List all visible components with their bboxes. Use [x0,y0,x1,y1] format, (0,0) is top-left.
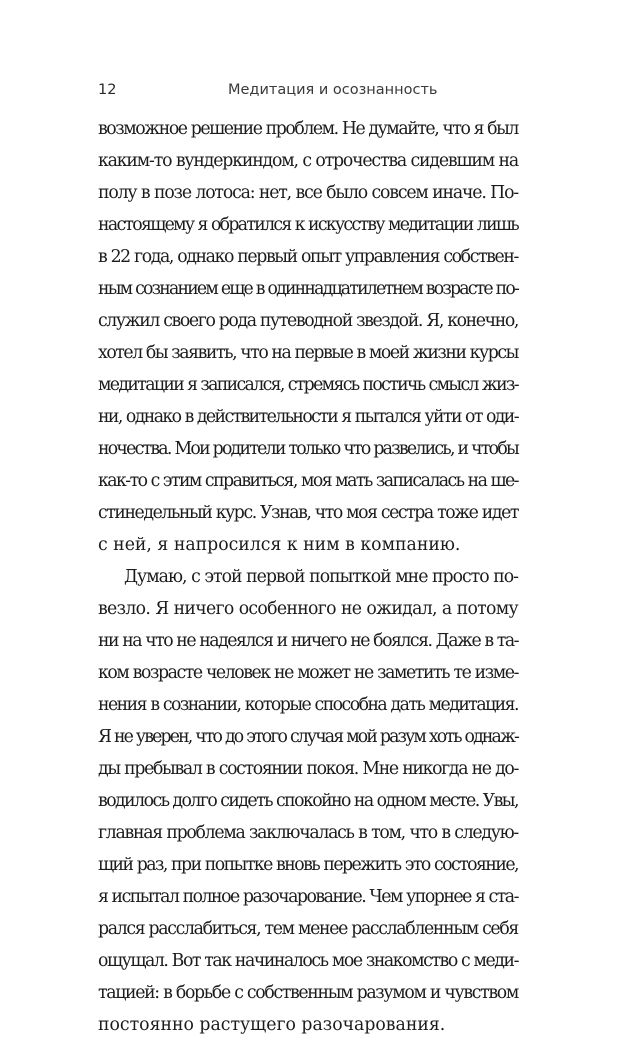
text-line: полу в позе лотоса: нет, все было совсем иначе. По- [98,183,518,203]
page-number: 12 [98,82,117,98]
paragraph [98,113,518,561]
text-line: нения в сознании, которые способна дать медитация. [98,695,518,715]
text-line: везло. Я ничего особенного не ожидал, а потому [98,599,518,619]
text-line: главная проблема заключалась в том, что в следую- [98,823,518,843]
text-line: хотел бы заявить, что на первые в моей жизни курсы [98,343,518,363]
text-line: ды пребывал в состоянии покоя. Мне никогда не до- [98,759,518,779]
text-line: я испытал полное разочарование. Чем упорнее я ста- [98,887,518,907]
text-line: постоянно растущего разочарования. [98,1015,446,1035]
paragraph [98,561,518,1041]
text-line: настоящему я обратился к искусству медитации лишь [98,215,518,235]
running-title: Медитация и осознанность [228,82,438,98]
text-line: как-то с этим справиться, моя мать записалась на ше- [98,471,518,491]
text-line: тацией: в борьбе с собственным разумом и чувством [98,983,518,1003]
text-line: в 22 года, однако первый опыт управления собствен- [98,247,518,267]
text-line: возможное решение проблем. Не думайте, что я был [98,119,518,139]
text-line: щий раз, при попытке вновь пережить это состояние, [98,855,518,875]
text-line: ночества. Мои родители только что развелись, и чтобы [98,439,518,459]
text-line: ком возрасте человек не может не заметить те изме- [98,663,518,683]
running-header [98,82,518,104]
text-line: с ней, я напросился к ним в компанию. [98,535,461,555]
text-line: служил своего рода путеводной звездой. Я, конечно, [98,311,518,331]
text-line: медитации я записался, стремясь постичь смысл жиз- [98,375,518,395]
text-line: стинедельный курс. Узнав, что моя сестра тоже идет [98,503,518,523]
text-line: ным сознанием еще в одиннадцатилетнем возрасте по- [98,279,518,299]
text-line: ощущал. Вот так начиналось мое знакомство с меди- [98,951,518,971]
text-line: водилось долго сидеть спокойно на одном месте. Увы, [98,791,518,811]
text-line: ни на что не надеялся и ничего не боялся. Даже в та- [98,631,518,651]
text-line: рался расслабиться, тем менее расслабленным себя [98,919,518,939]
text-line: каким-то вундеркиндом, с отрочества сидевшим на [98,151,518,171]
body-text [98,113,518,1041]
text-line: Я не уверен, что до этого случая мой разум хоть однаж- [98,727,518,747]
text-line: Думаю, с этой первой попыткой мне просто по- [124,567,518,587]
text-line: ни, однако в действительности я пытался уйти от оди- [98,407,518,427]
